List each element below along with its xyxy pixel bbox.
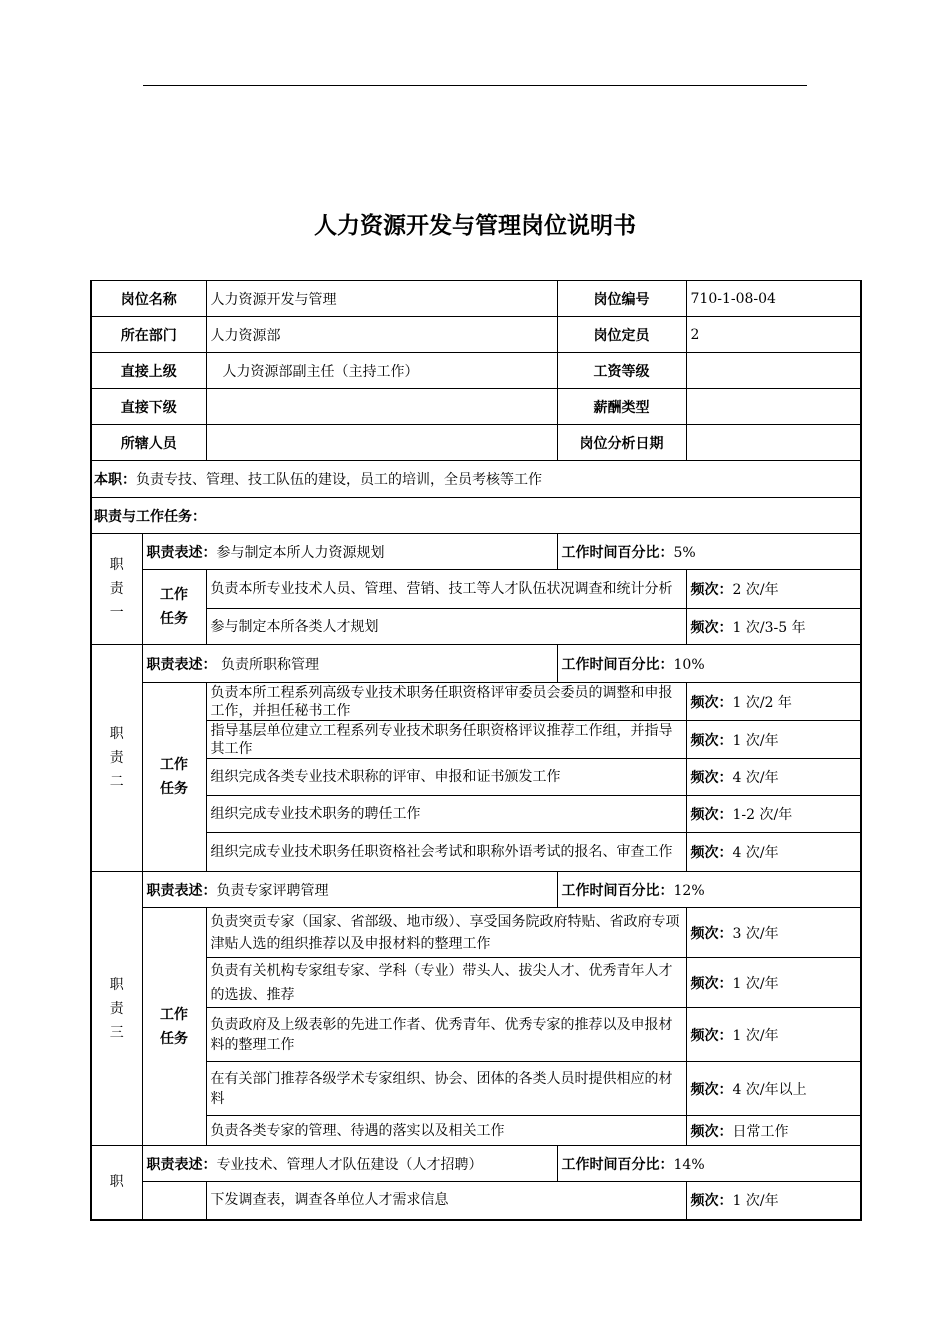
task-text: 负责有关机构专家组专家、学科（专业）带头人、拔尖人才、优秀青年人才的选拔、推荐 <box>206 958 686 1008</box>
main-duty-row <box>91 461 861 498</box>
duty-1-desc-cell <box>142 534 557 570</box>
main-duty-label: 本职： <box>94 472 136 488</box>
duty-2-name: 职 责 二 <box>91 645 142 872</box>
position-no-value: 710-1-08-04 <box>686 281 861 317</box>
duty-4-name: 职 <box>91 1146 142 1220</box>
subordinate-value <box>206 389 557 425</box>
duty-4-time: 14% <box>673 1156 705 1173</box>
duty-4-desc: 专业技术、管理人才队伍建设（人才招聘） <box>216 1156 483 1173</box>
task-freq-cell: 频次：4 次/年 <box>686 833 861 872</box>
task-text: 负责突贡专家（国家、省部级、地市级）、享受国务院政府特贴、省政府专项津贴人选的组织推荐以及申报材料的整理工作 <box>206 908 686 958</box>
duty-1-time-cell <box>557 534 861 570</box>
duty-1-desc: 参与制定本所人力资源规划 <box>216 544 385 561</box>
position-no-label: 岗位编号 <box>557 281 686 317</box>
duty-2-time: 10% <box>673 656 705 673</box>
task-text: 负责政府及上级表彰的先进工作者、优秀青年、优秀专家的推荐以及申报材料的整理工作 <box>206 1008 686 1062</box>
duty-2-desc: 负责所职称管理 <box>216 656 319 673</box>
task-text: 负责本所工程系列高级专业技术职务任职资格评审委员会委员的调整和申报工作，并担任秘书工作 <box>206 683 686 721</box>
task-freq-cell: 频次：1 次/2 年 <box>686 683 861 721</box>
task-freq-cell: 频次：1-2 次/年 <box>686 796 861 833</box>
desc-label: 职责表述： <box>146 544 217 561</box>
task-text: 指导基层单位建立工程系列专业技术职务任职资格评议推荐工作组，并指导其工作 <box>206 721 686 759</box>
task-label-1: 工作 任务 <box>142 570 206 645</box>
duty-3-time: 12% <box>673 882 705 899</box>
duty-2-desc-cell: 职责表述： 负责所职称管理 <box>142 645 557 683</box>
task-freq-cell: 频次：1 次/年 <box>686 1182 861 1220</box>
task-label-4 <box>142 1182 206 1220</box>
task-text: 在有关部门推荐各级学术专家组织、协会、团体的各类人员时提供相应的材料 <box>206 1062 686 1116</box>
task-text: 组织完成专业技术职务的聘任工作 <box>206 796 686 833</box>
headcount-label: 岗位定员 <box>557 317 686 353</box>
duty-4-time-cell: 工作时间百分比：14% <box>557 1146 861 1182</box>
task-freq-cell: 频次：3 次/年 <box>686 908 861 958</box>
task-text: 负责各类专家的管理、待遇的落实以及相关工作 <box>206 1116 686 1146</box>
duty-3-desc-cell: 职责表述：负责专家评聘管理 <box>142 872 557 908</box>
task-text: 参与制定本所各类人才规划 <box>206 609 686 645</box>
duty-3-name: 职 责 三 <box>91 872 142 1146</box>
task-text: 组织完成各类专业技术职称的评审、申报和证书颁发工作 <box>206 759 686 796</box>
analysis-date-value <box>686 425 861 461</box>
task-text: 负责本所专业技术人员、管理、营销、技工等人才队伍状况调查和统计分析 <box>206 570 686 609</box>
duty-1-time: 5% <box>673 544 696 561</box>
position-name-label: 岗位名称 <box>91 281 206 317</box>
header-rule <box>143 85 807 86</box>
dept-value: 人力资源部 <box>206 317 557 353</box>
staff-label: 所辖人员 <box>91 425 206 461</box>
superior-label: 直接上级 <box>91 353 206 389</box>
grade-label: 工资等级 <box>557 353 686 389</box>
analysis-date-label: 岗位分析日期 <box>557 425 686 461</box>
subordinate-label: 直接下级 <box>91 389 206 425</box>
pay-type-value <box>686 389 861 425</box>
task-freq-cell: 频次：1 次/年 <box>686 721 861 759</box>
task-label-3: 工作 任务 <box>142 908 206 1146</box>
task-freq-cell: 频次：1 次/年 <box>686 958 861 1008</box>
task-label-2: 工作 任务 <box>142 683 206 872</box>
task-freq-cell: 频次：4 次/年以上 <box>686 1062 861 1116</box>
duty-1-name: 职 责 一 <box>91 534 142 645</box>
task-text: 组织完成专业技术职务任职资格社会考试和职称外语考试的报名、审查工作 <box>206 833 686 872</box>
task-freq-cell: 频次：1 次/年 <box>686 1008 861 1062</box>
duty-4-desc-cell: 职责表述：专业技术、管理人才队伍建设（人才招聘） <box>142 1146 557 1182</box>
main-duty-text: 负责专技、管理、技工队伍的建设，员工的培训，全员考核等工作 <box>136 472 542 488</box>
task-freq-cell: 频次：1 次/3-5 年 <box>686 609 861 645</box>
time-label: 工作时间百分比： <box>561 544 674 561</box>
duties-header: 职责与工作任务： <box>91 498 861 534</box>
superior-value: 人力资源部副主任（主持工作） <box>206 353 557 389</box>
staff-value <box>206 425 557 461</box>
dept-label: 所在部门 <box>91 317 206 353</box>
document-title: 人力资源开发与管理岗位说明书 <box>314 213 636 239</box>
task-text: 下发调查表，调查各单位人才需求信息 <box>206 1182 686 1220</box>
grade-value <box>686 353 861 389</box>
job-description-table <box>90 280 862 1221</box>
headcount-value: 2 <box>686 317 861 353</box>
pay-type-label: 薪酬类型 <box>557 389 686 425</box>
duty-2-time-cell: 工作时间百分比：10% <box>557 645 861 683</box>
duty-3-time-cell: 工作时间百分比：12% <box>557 872 861 908</box>
task-freq-cell: 频次：4 次/年 <box>686 759 861 796</box>
task-freq-cell: 频次：日常工作 <box>686 1116 861 1146</box>
duty-3-desc: 负责专家评聘管理 <box>216 882 329 899</box>
task-freq-cell: 频次：2 次/年 <box>686 570 861 609</box>
position-name-value: 人力资源开发与管理 <box>206 281 557 317</box>
